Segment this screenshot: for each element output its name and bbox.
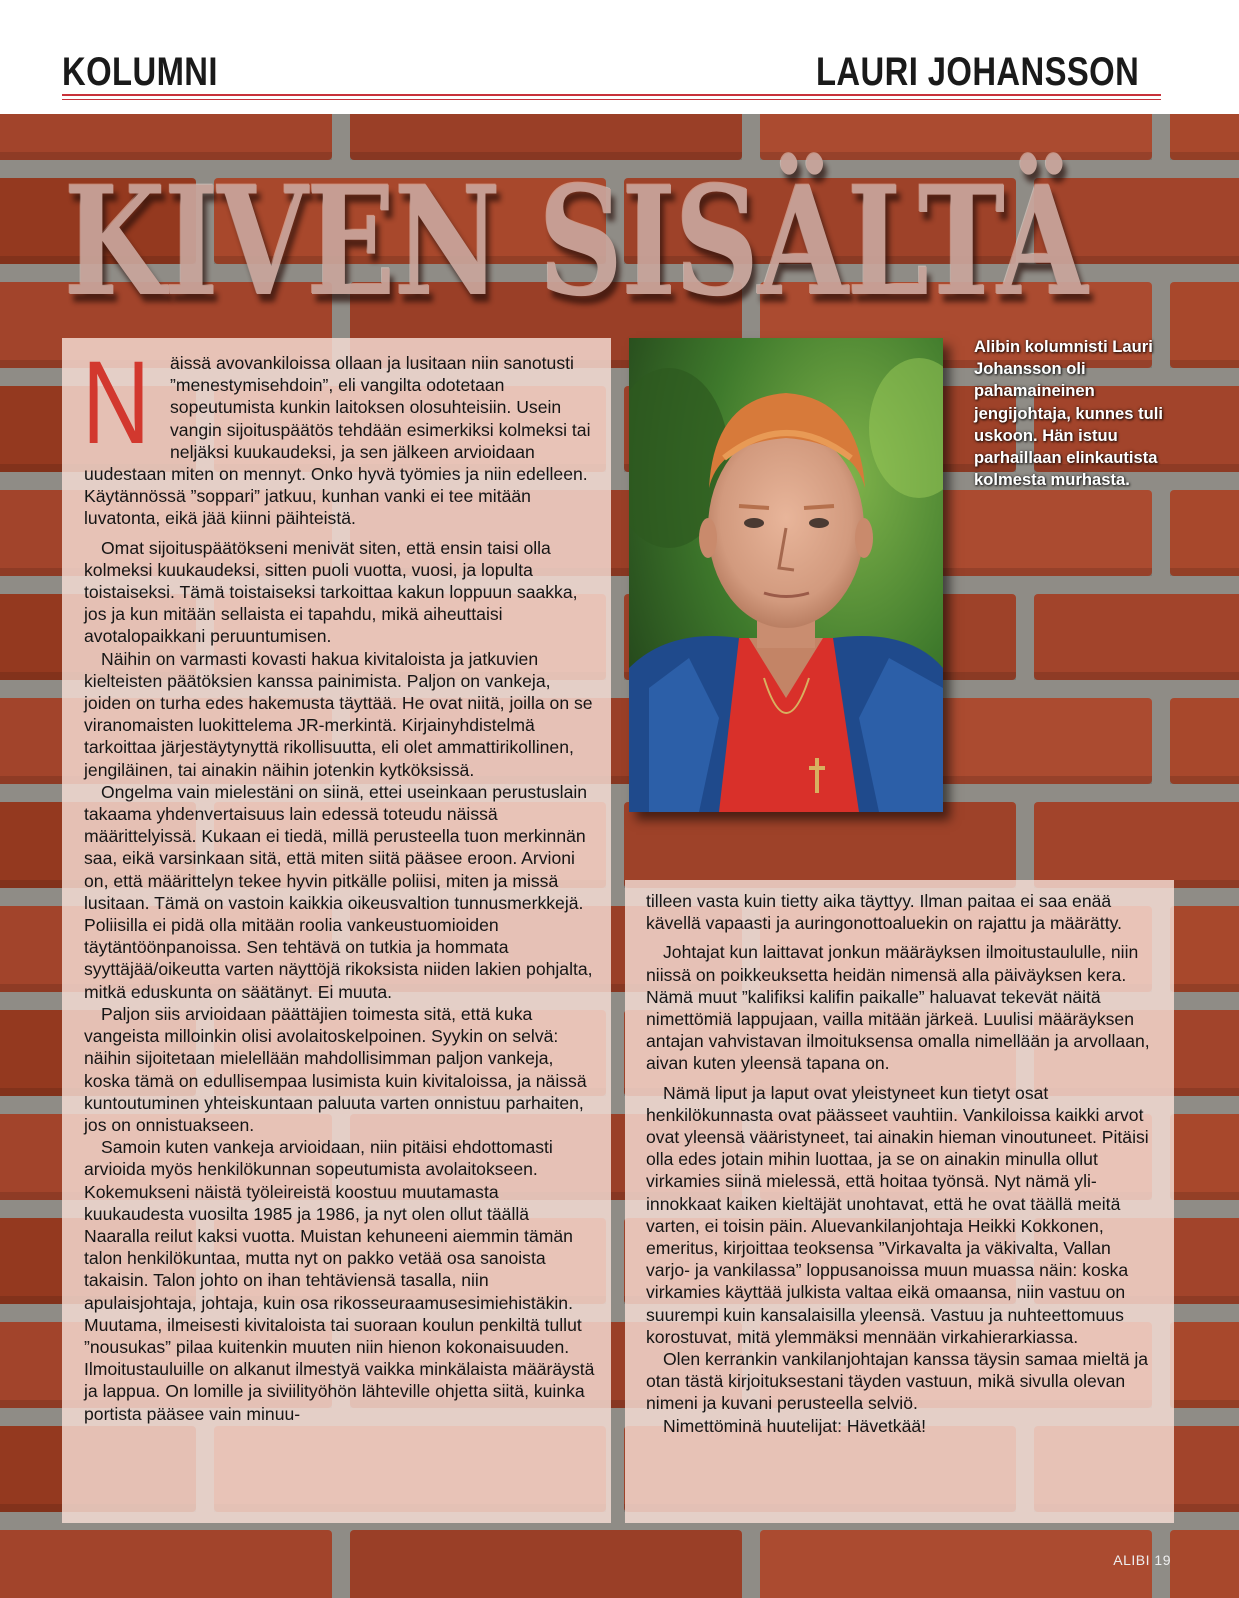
- paragraph: Johtajat kun laittavat jonkun määräyksen ilmoitustaululle, niin niissä on poikkeuksetta heidän nimensä alla päiväyksen kera. Nämä muut ”kalifiksi kalifin paikalle” haluavat tekevät näitä nimettömiä lappujaan, vailla mitään järkeä. Luulisi määräyksen antajan vahvistavan ilmoituksensa omalla nimellään ja arvollaan, aivan kuten yleensä tapana on.: [646, 942, 1150, 1074]
- paragraph: Nämä liput ja laput ovat yleistyneet kun tietyt osat henkilökunnasta ovat päässeet vauhtiin. Vankiloissa kaikki arvot ovat yleensä vääristyneet, tai ainakin hieman vinoutuneet. Pitäisi olla edes jotain mihin luottaa, ja se on ainakin minulla ollut virkamies siinä mielessä, että hoitaa työnsä. Nyt nämä yli-innokkaat kaiken kieltäjät unohtavat, että he ovat täällä meitä varten, ei toisin päin. Aluevankilanjohtaja Heikki Kokkonen, emeritus, kirjoittaa teoksensa ”Virkavalta ja väkivalta, Vallan varjo- ja vankilassa” loppusanoissa muun muassa näin: koska virkamies käyttää julkista valtaa eikä omaansa, niin vastuu on suurempi kuin kansalaisilla yleensä. Vastuu ja nuhteettomuus korostuvat, mitä ylemmäksi mennään virkahierarkiassa.: [646, 1082, 1149, 1347]
- paragraph: Olen kerrankin vankilanjohtajan kanssa täysin samaa mieltä ja otan tästä kirjoituksestani täyden vastuun, mikä sivulla olevan nimeni ja kuvani perusteella selviö.: [646, 1349, 1149, 1414]
- paragraph: Näihin on varmasti kovasti hakua kivitaloista ja jatkuvien kielteisten päätöksien kanssa painimista. Paljon on vankeja, joiden on turha edes hakemusta täyttää. He ovat niitä, joilla on se viranomaisten luokittelema JR-merkintä. Kirjainyhdistelmä tarkoittaa järjestäytynyttä rikollisuutta, eli olet ammattirikollinen, jengiläinen, tai ainakin näihin jotenkin kytköksissä.: [84, 648, 593, 780]
- portrait-image: [629, 338, 943, 812]
- page-folio: ALIBI 19: [1113, 1552, 1171, 1568]
- paragraph: [82, 337, 596, 530]
- author-photo: [629, 338, 943, 812]
- photo-caption: Alibin kolumnisti Lauri Johansson oli pahamaineinen jengijohtaja, kunnes tuli uskoon. Hän istuu parhaillaan elinkautista kolmesta murhasta.: [974, 337, 1164, 490]
- paragraph: Nimettöminä huutelijat: Hävetkää!: [663, 1415, 927, 1436]
- paragraph: Samoin kuten vankeja arvioidaan, niin pitäisi ehdottomasti arvioida myös henkilökunnan sopeutumista avolaitokseen. Kokemukseni näistä työleireistä koostuu muutamasta kuukaudesta vuosilta 1985 ja 1986, ja nyt olen ollut täällä Naaralla reilut kaksi vuotta. Muistan kehuneeni aiemmin tämän talon henkilökuntaa, mutta nyt on pakko vetää osa sanoista takaisin. Talon johto on ihan tehtäviensä tasalla, niin apulaisjohtaja, johtaja, kuin osa rikosseuraamusesimiehistäkin. Muutama, ilmeisesti kivitaloista tai suoraan koulun penkiltä tullut ”nousukas” pilaa kuitenkin muuten niin hienon kokonaisuuden. Ilmoitustauluille on alkanut ilmestyä vaikka minkälaista määräystä ja lappua. On lomille ja siviilityöhön lähteville ohjetta siitä, kuinka portista pääsee vain minuu-: [84, 1137, 595, 1424]
- article-column-left: [82, 337, 596, 1425]
- page-header: [0, 0, 1239, 114]
- paragraph: Omat sijoituspäätökseni menivät siten, että ensin taisi olla kolmeksi kuukaudeksi, sitten puoli vuotta, vuosi, ja lopulta toistaiseksi. Tämä toistaiseksi tarkoittaa kakun loppuun saakka, jos ja kun mitään sellaista ei tapahdu, mikä aiheuttaisi avotalopaikkani peruuntumisen.: [84, 537, 578, 647]
- drop-cap: N: [82, 337, 151, 469]
- article-column-right: [646, 890, 1156, 1437]
- header-rule: [62, 94, 1161, 96]
- paragraph: tilleen vasta kuin tietty aika täyttyy. Ilman paitaa ei saa enää kävellä vapaasti ja auringonottoaluekin on rajattu ja määrätty.: [646, 891, 1122, 934]
- author-label: LAURI JOHANSSON: [815, 50, 1139, 94]
- paragraph-text: äissä avovankiloissa ollaan ja lusitaan niin sanotusti ”menestymisehdoin”, eli vangilta odotetaan sopeutumista kunkin laitoksen olosuhteisiin. Usein vangin sijoituspäätös tehdään esimerkiksi kolmeksi tai neljäksi kuukaudeksi, ja sen jälkeen arvioidaan uudestaan miten on mennyt. Onko hyvä työmies ja niin edelleen. Käytännössä ”soppari” jatkuu, kunhan vanki ei tee mitään luvatonta, eikä jää kiinni päihteistä.: [84, 353, 591, 529]
- header-rule-thin: [62, 99, 1161, 100]
- headline: KIVEN SISÄLTÄ: [64, 154, 1087, 330]
- paragraph: Ongelma vain mielestäni on siinä, ettei useinkaan perustuslain takaama yhdenvertaisuus lain edessä toteudu näissä määrittelyissä. Kukaan ei tiedä, millä perusteella tuon merkinnän saa, eikä varsinkaan sitä, että miten siitä pääsee eroon. Arvioni on, että määrittelyn tekee hyvin pitkälle poliisi, miten ja missä lusitaan. Tämä on vastoin kaikkia oikeusvaltion tunnusmerkkejä. Poliisilla ei pidä olla mitään roolia vankeustuomioiden täytäntöönpanoissa. Sen tehtävä on tutkia ja hommata syyttäjää/oikeutta varten näyttöjä rikoksista niiden lakien pohjalta, mitkä eduskunta on säätänyt. Ei muuta.: [84, 781, 593, 1002]
- section-label: KOLUMNI: [62, 50, 218, 94]
- paragraph: Paljon siis arvioidaan päättäjien toimesta sitä, että kuka vangeista milloinkin olisi avolaitoskelpoinen. Syykin on selvä: näihin sijoitetaan mielellään mahdollisimman paljon vankeja, koska tämä on edullisempaa lusimista kuin kivitaloissa, ja näissä kuntoutuminen yhteiskuntaan paluuta varten onnistuu parhaiten, jos on onnistuakseen.: [84, 1003, 587, 1135]
